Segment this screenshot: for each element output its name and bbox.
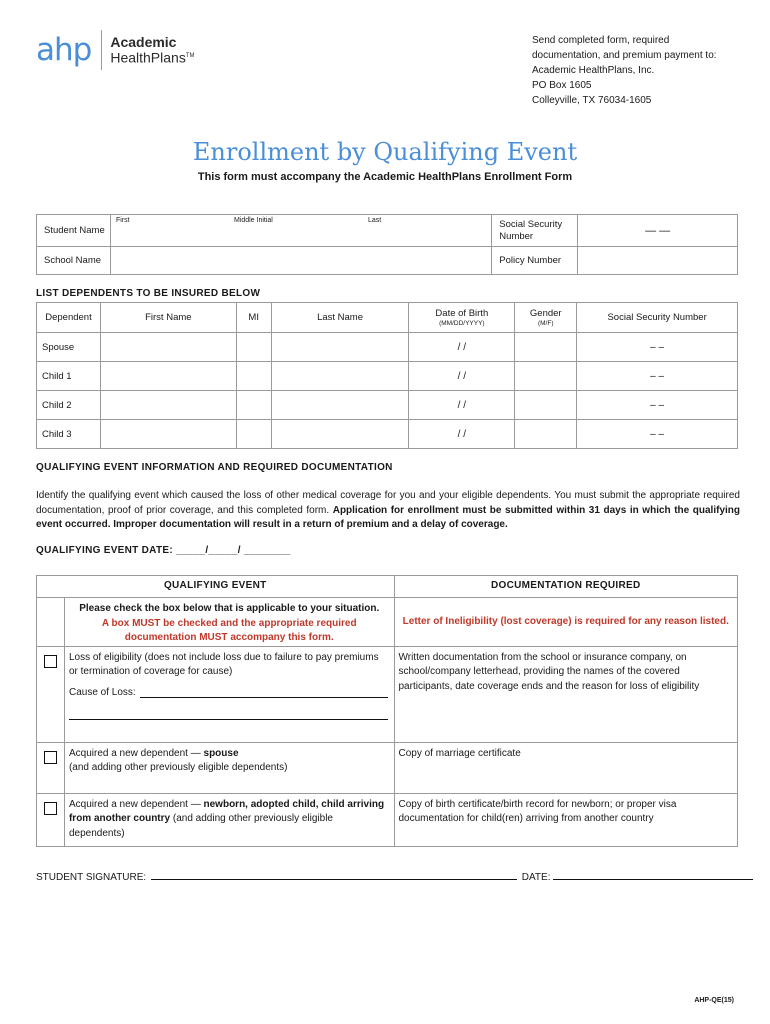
send-line2: documentation, and premium payment to: [532, 50, 717, 61]
event-child-bold: newborn, adopted child, child arriving from another country [68, 798, 385, 824]
col-first-name: First Name [100, 303, 236, 333]
page-subtitle: This form must accompany the Academic HealthPlans Enrollment Form [197, 171, 573, 183]
event-child-text: Acquired a new dependent — [68, 798, 204, 810]
ssn-cell[interactable]: – – [577, 420, 738, 449]
first-name-cell[interactable] [100, 362, 236, 391]
mi-cell[interactable] [236, 333, 271, 362]
qualifying-event-date-field[interactable]: QUALIFYING EVENT DATE: _____/_____/ ________ [36, 545, 291, 556]
logo-mark: ahp [36, 32, 92, 68]
mi-cell[interactable] [236, 420, 271, 449]
gender-cell[interactable] [515, 420, 577, 449]
ssn-label: Social Security Number [492, 215, 578, 247]
dependent-row [37, 333, 738, 362]
send-to-address [532, 33, 717, 108]
logo [36, 30, 195, 70]
row-label: Child 1 [37, 362, 101, 391]
col-gender [515, 303, 577, 333]
student-signature-field[interactable] [151, 869, 517, 880]
event-spouse-note: (and adding other previously eligible dependents) [68, 762, 288, 773]
col-dob-label: Date of Birth [435, 308, 489, 319]
ssn-cell[interactable]: – – [577, 391, 738, 420]
first-sublabel: First [115, 217, 130, 224]
instructions-bold-text: Application for enrollment must be submitted within 31 days in which the qualifying event occurred. Improper documentation will result in a return of premium and a delay of coverage. [36, 504, 741, 530]
last-name-cell[interactable] [271, 420, 409, 449]
col-mi: MI [236, 303, 271, 333]
send-line5: Colleyville, TX 76034-1605 [532, 95, 652, 106]
instructions-cell [64, 598, 394, 647]
policy-number-label: Policy Number [492, 247, 578, 275]
event-child-note: (and adding other previously eligible dependents) [68, 813, 333, 839]
dependent-row [37, 391, 738, 420]
dob-cell[interactable]: / / [409, 362, 515, 391]
event-spouse-bold: spouse [203, 747, 239, 759]
col-gender-format: (M/F) [537, 320, 554, 327]
middle-sublabel: Middle Initial [233, 217, 273, 224]
dependents-heading: LIST DEPENDENTS TO BE INSURED BELOW [36, 288, 261, 299]
instructions-paragraph [36, 489, 740, 533]
page-title: Enrollment by Qualifying Event [192, 138, 578, 166]
instructions-text: Identify the qualifying event which caused the loss of other medical coverage for you and your eligible dependents. You must submit the appropriate required documentation, proof of prior coverage, and this completed form. [36, 490, 740, 516]
date-field[interactable] [553, 869, 753, 880]
policy-number-field[interactable] [578, 247, 738, 275]
dob-cell[interactable]: / / [409, 333, 515, 362]
col-dob-format: (MM/DD/YYYY) [439, 320, 485, 327]
dependents-table [36, 302, 738, 449]
doc-new-spouse: Copy of marriage certificate [394, 742, 738, 793]
logo-line1: Academic [110, 34, 177, 51]
checkbox-new-spouse[interactable] [44, 751, 57, 764]
send-line1: Send completed form, required [532, 35, 670, 46]
event-new-child [64, 793, 394, 846]
ssn-cell[interactable]: – – [577, 333, 738, 362]
col-dob [409, 303, 515, 333]
student-info-table [36, 214, 738, 275]
mi-cell[interactable] [236, 362, 271, 391]
first-name-cell[interactable] [100, 333, 236, 362]
dob-cell[interactable]: / / [409, 391, 515, 420]
first-name-cell[interactable] [100, 391, 236, 420]
col-documentation-required: DOCUMENTATION REQUIRED [394, 576, 738, 598]
cause-of-loss-field-2[interactable] [69, 700, 388, 720]
event-loss-of-eligibility [64, 646, 394, 742]
signature-row [36, 869, 753, 883]
cause-of-loss-label: Cause of Loss: [68, 686, 136, 698]
event-new-spouse [64, 742, 394, 793]
instruction-red: A box MUST be checked and the appropriate required documentation MUST accompany this form. [101, 617, 357, 643]
dob-cell[interactable]: / / [409, 420, 515, 449]
ssn-cell[interactable]: – – [577, 362, 738, 391]
student-name-field[interactable] [110, 215, 491, 247]
dependent-row [37, 362, 738, 391]
doc-loss-of-eligibility: Written documentation from the school or insurance company, on school/company letterhead, providing the names of the covered participants, date coverage ends and the reason for loss of eligibility [394, 646, 738, 742]
doc-new-child: Copy of birth certificate/birth record for newborn; or proper visa documentation for child(ren) arriving from another country [394, 793, 738, 846]
send-line4: PO Box 1605 [532, 80, 592, 91]
send-line3: Academic HealthPlans, Inc. [532, 65, 655, 76]
last-name-cell[interactable] [271, 333, 409, 362]
col-gender-label: Gender [529, 308, 562, 319]
logo-tm: TM [185, 53, 195, 60]
gender-cell[interactable] [515, 391, 577, 420]
checkbox-loss-of-eligibility[interactable] [44, 655, 57, 668]
col-qualifying-event: QUALIFYING EVENT [37, 576, 395, 598]
letter-of-ineligibility: Letter of Ineligibility (lost coverage) is required for any reason listed. [394, 598, 738, 647]
gender-cell[interactable] [515, 333, 577, 362]
form-code: AHP-QE(15) [694, 997, 734, 1004]
ssn-field[interactable]: — — [578, 215, 738, 247]
school-name-label: School Name [37, 247, 111, 275]
date-label: DATE: [521, 872, 551, 883]
checkbox-new-child[interactable] [44, 802, 57, 815]
student-signature-label: STUDENT SIGNATURE: [36, 872, 147, 883]
qualifying-event-table [36, 575, 738, 847]
row-label: Child 3 [37, 420, 101, 449]
col-dependent: Dependent [37, 303, 101, 333]
event-loss-text: Loss of eligibility (does not include loss due to failure to pay premiums or termination of coverage for cause) [68, 651, 379, 677]
event-spouse-text: Acquired a new dependent — [68, 747, 204, 759]
logo-line2: HealthPlans [110, 49, 186, 66]
dependent-row [37, 420, 738, 449]
col-last-name: Last Name [271, 303, 409, 333]
row-label: Child 2 [37, 391, 101, 420]
last-name-cell[interactable] [271, 391, 409, 420]
qualifying-heading: QUALIFYING EVENT INFORMATION AND REQUIRED DOCUMENTATION [36, 462, 393, 473]
first-name-cell[interactable] [100, 420, 236, 449]
last-sublabel: Last [367, 217, 382, 224]
logo-divider [101, 30, 102, 70]
instruction-black: Please check the box below that is applicable to your situation. [79, 603, 380, 614]
student-name-label: Student Name [37, 215, 111, 247]
last-name-cell[interactable] [271, 362, 409, 391]
row-label: Spouse [37, 333, 101, 362]
mi-cell[interactable] [236, 391, 271, 420]
cause-of-loss-field[interactable] [140, 686, 388, 698]
gender-cell[interactable] [515, 362, 577, 391]
school-name-field[interactable] [110, 247, 491, 275]
col-ssn: Social Security Number [577, 303, 738, 333]
